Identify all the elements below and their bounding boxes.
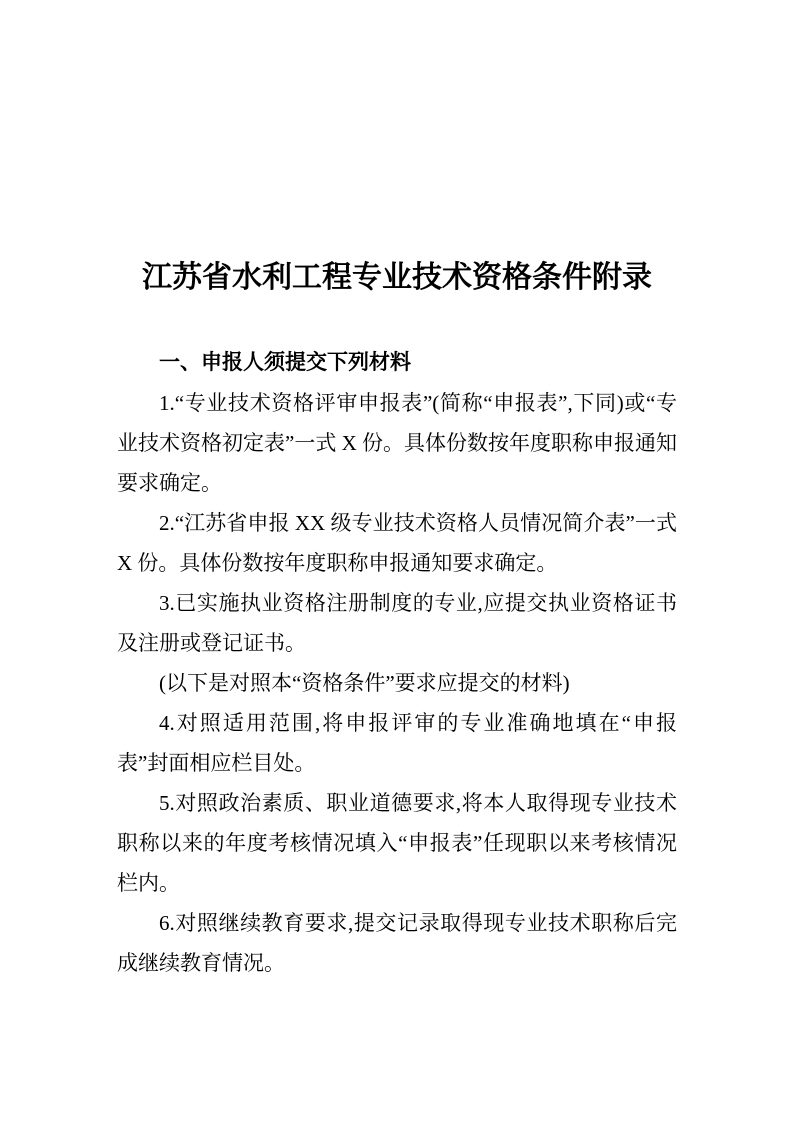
document-title: 江苏省水利工程专业技术资格条件附录	[142, 261, 652, 294]
paragraph-6: 6.对照继续教育要求,提交记录取得现专业技术职称后完成继续教育情况。	[117, 911, 677, 975]
section-heading: 一、申报人须提交下列材料	[159, 351, 411, 374]
paragraph-3: 3.已实施执业资格注册制度的专业,应提交执业资格证书及注册或登记证书。	[117, 591, 677, 655]
note-materials: (以下是对照本“资格条件”要求应提交的材料)	[159, 671, 570, 695]
paragraph-2: 2.“江苏省申报 XX 级专业技术资格人员情况简介表”一式 X 份。具体份数按年度职称申报通知要求确定。	[117, 511, 677, 575]
document-body	[0, 383, 793, 983]
paragraph-5: 5.对照政治素质、职业道德要求,将本人取得现专业技术职称以来的年度考核情况填入“申报表”任现职以来考核情况栏内。	[117, 791, 677, 895]
paragraph-1: 1.“专业技术资格评审申报表”(简称“申报表”,下同)或“专业技术资格初定表”一式 X 份。具体份数按年度职称申报通知要求确定。	[117, 391, 677, 495]
paragraph-4: 4.对照适用范围,将申报评审的专业准确地填在“申报表”封面相应栏目处。	[117, 711, 677, 775]
